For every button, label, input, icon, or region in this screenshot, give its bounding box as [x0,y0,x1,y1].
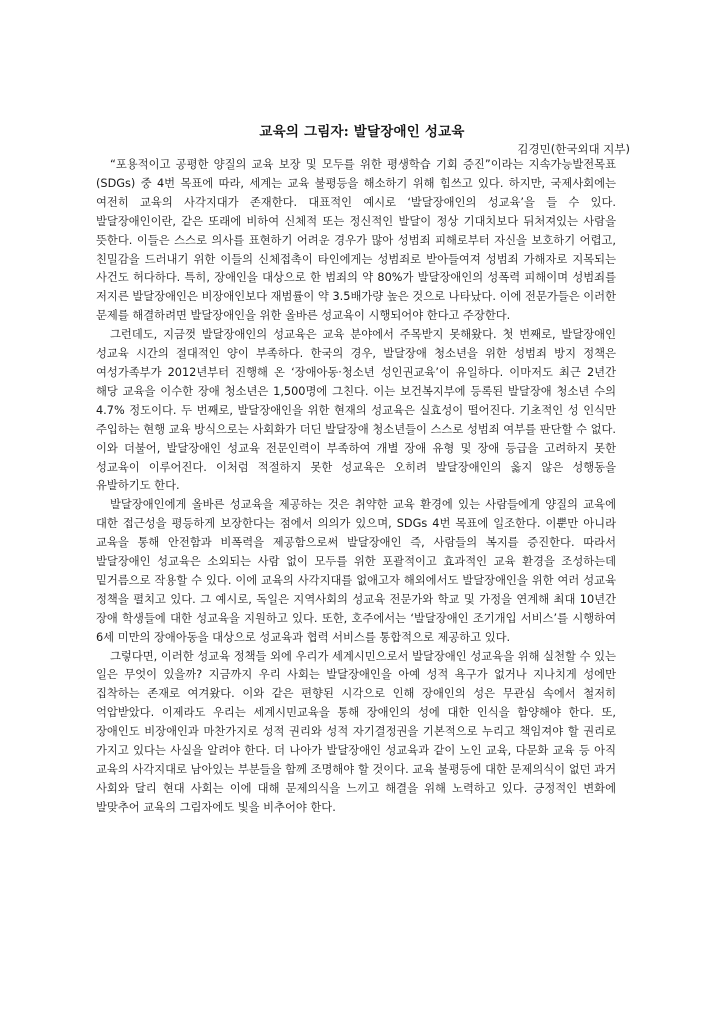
paragraph-4: 그렇다면, 이러한 성교육 정책들 외에 우리가 세계시민으로서 발달장애인 성교육을 위해 실천할 수 있는 일은 무엇이 있을까? 지금까지 우리 사회는 발달장애인을 아예 성적 욕구가 없거나 지나치게 성에만 집착하는 존재로 여겨왔다. 이와 같은 편향된 시각으로 인해 장애인의 성은 무관심 속에서 철저히 억압받았다. 이제라도 우리는 세계시민교육을 통해 장애인의 성에 대한 인식을 함양해야 한다. 또, 장애인도 비장애인과 마찬가지로 성적 권리와 성적 자기결정권을 기본적으로 누리고 책임져야 할 권리로 가지고 있다는 사실을 알려야 한다. 더 나아가 발달장애인 성교육과 같이 노인 교육, 다문화 교육 등 아직 교육의 사각지대로 남아있는 부분들을 함께 조명해야 할 것이다. 교육 불평등에 대한 문제의식이 없던 과거 사회와 달리 현대 사회는 이에 대해 문제의식을 느끼고 해결을 위해 노력하고 있다. 긍정적인 변화에 발맞추어 교육의 그림자에도 빛을 비추어야 한다. [96,649,616,814]
paragraph-2: 그런데도, 지금껏 발달장애인의 성교육은 교육 분야에서 주목받지 못해왔다. 첫 번째로, 발달장애인 성교육 시간의 절대적인 양이 부족하다. 한국의 경우, 발달장애 청소년을 위한 성범죄 방지 정책은 여성가족부가 2012년부터 진행해 온 ‘장애아동·청소년 성인권교육’이 유일하다. 이마저도 최근 2년간 해당 교육을 이수한 장애 청소년은 1,500명에 그친다. 이는 보건복지부에 등록된 발달장애 청소년 수의 4.7% 정도이다. 두 번째로, 발달장애인을 위한 현재의 성교육은 실효성이 떨어진다. 기초적인 성 인식만 주입하는 현행 교육 방식으로는 사회화가 더딘 발달장애 청소년들이 스스로 성범죄 여부를 판단할 수 없다. 이와 더불어, 발달장애인 성교육 전문인력이 부족하여 개별 장애 유형 및 장애 등급을 고려하지 못한 성교육이 이루어진다. 이처럼 적절하지 못한 성교육은 오히려 발달장애인의 옳지 않은 성행동을 유발하기도 한다. [96,328,616,493]
paragraph-3: 발달장애인에게 올바른 성교육을 제공하는 것은 취약한 교육 환경에 있는 사람들에게 양질의 교육에 대한 접근성을 평등하게 보장한다는 점에서 의의가 있으며, SDGs 4번 목표에 일조한다. 이뿐만 아니라 교육을 통해 안전함과 비폭력을 제공함으로써 발달장애인 즉, 사람들의 복지를 증진한다. 따라서 발달장애인 성교육은 소외되는 사람 없이 모두를 위한 포괄적이고 효과적인 교육 환경을 조성하는데 밑거름으로 작용할 수 있다. 이에 교육의 사각지대를 없애고자 해외에서도 발달장애인을 위한 여러 성교육 정책을 펼치고 있다. 그 예시로, 독일은 지역사회의 성교육 전문가와 학교 및 가정을 연계해 최대 10년간 장애 학생들에 대한 성교육을 지원하고 있다. 또한, 호주에서는 ‘발달장애인 조기개입 서비스’를 시행하여 6세 미만의 장애아동을 대상으로 성교육과 협력 서비스를 통합적으로 제공하고 있다. [96,498,616,644]
paragraph-1: “포용적이고 공평한 양질의 교육 보장 및 모두를 위한 평생학습 기회 증진”이라는 지속가능발전목표(SDGs) 중 4번 목표에 따라, 세계는 교육 불평등을 해소하기 위해 힘쓰고 있다. 하지만, 국제사회에는 여전히 교육의 사각지대가 존재한다. 대표적인 예시로 ‘발달장애인의 성교육’을 들 수 있다. 발달장애인이란, 같은 또래에 비하여 신체적 또는 정신적인 발달이 정상 기대치보다 뒤처져있는 사람을 뜻한다. 이들은 스스로 의사를 표현하기 어려운 경우가 많아 성범죄 피해로부터 자신을 보호하기 어렵고, 친밀감을 드러내기 위한 이들의 신체접촉이 타인에게는 성범죄로 받아들여져 성범죄 가해자로 지목되는 사건도 허다하다. 특히, 장애인을 대상으로 한 범죄의 약 80%가 발달장애인의 성폭력 피해이며 성범죄를 저지른 발달장애인은 비장애인보다 재범률이 약 3.5배가량 높은 것으로 나타났다. 이에 전문가들은 이러한 문제를 해결하려면 발달장애인을 위한 올바른 성교육이 시행되어야 한다고 주장한다. [96,158,616,323]
author-byline: 김경민(한국외대 지부) [517,142,630,156]
document-title: 교육의 그림자: 발달장애인 성교육 [259,124,465,140]
article-body [96,156,616,818]
